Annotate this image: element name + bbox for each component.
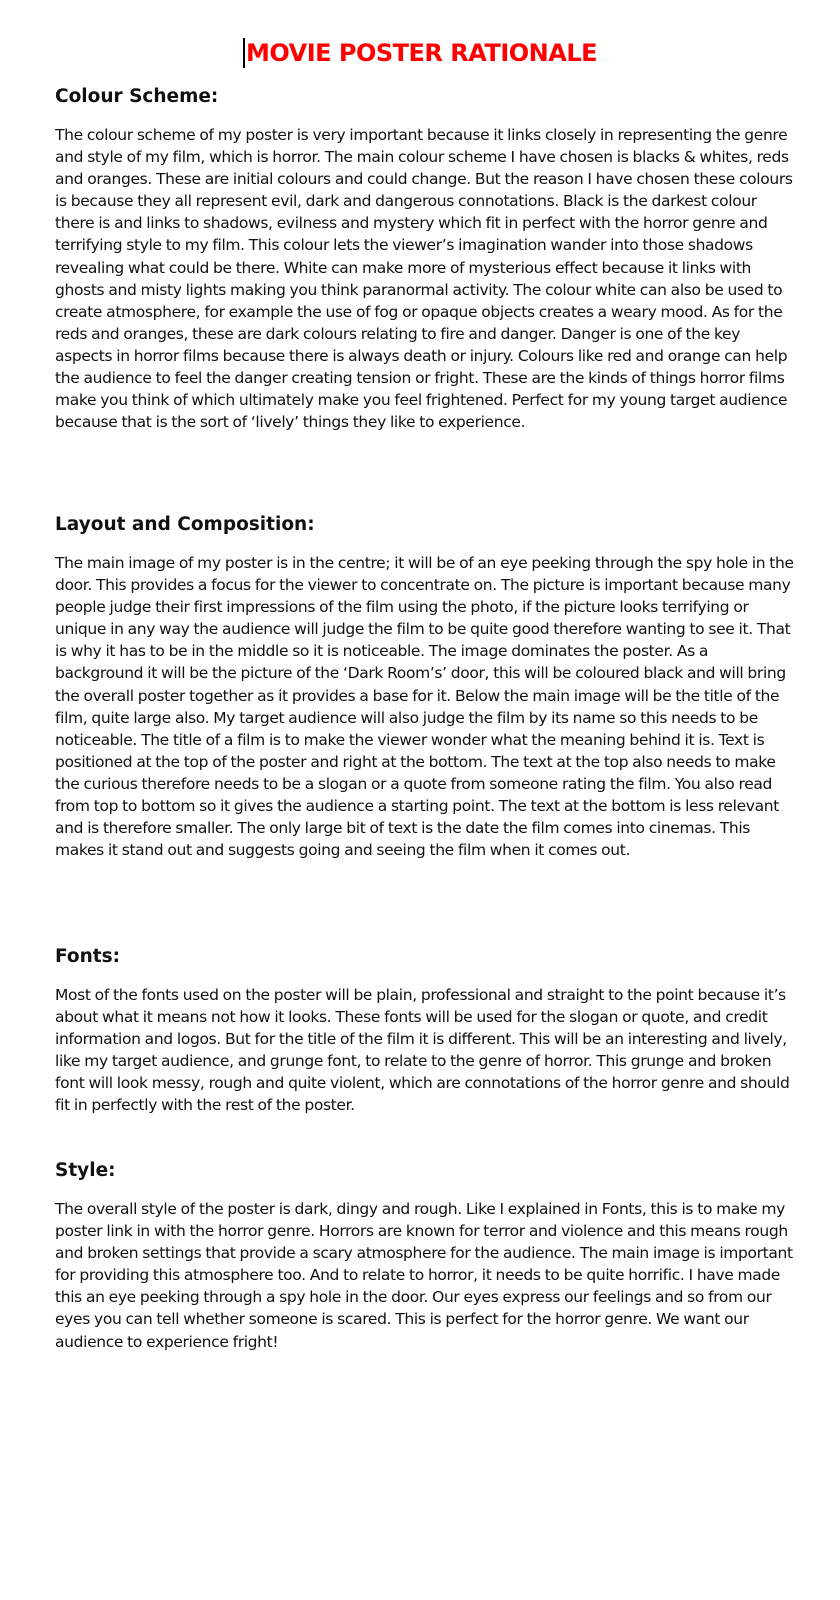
section-paragraph: The colour scheme of my poster is very important because it links closely in representing the genre and style of my film, which is horror. The main colour scheme I have chosen is blacks & whites, reds and oranges. These are initial colours and could change. But the reason I have chosen these colours is because they all represent evil, dark and dangerous connotations. Black is the darkest colour there is and links to shadows, evilness and mystery which fit in perfect with the horror genre and terrifying style to my film. This colour lets the viewer’s imagination wander into those shadows revealing what could be there. White can make more of mysterious effect because it links with ghosts and misty lights making you think paranormal activity. The colour white can also be used to create atmosphere, for example the use of fog or opaque objects creates a weary mood. As for the reds and oranges, these are dark colours relating to fire and danger. Danger is one of the key aspects in horror films because there is always death or injury. Colours like red and orange can help the audience to feel the danger creating tension or fright. These are the kinds of things horror films make you think of which ultimately make you feel frightened. Perfect for my young target audience because that is the sort of ‘lively’ things they like to experience. [55,126,793,432]
section-heading: Layout and Composition: [55,514,315,535]
section-paragraph: Most of the fonts used on the poster will be plain, professional and straight to the point because it’s about what it means not how it looks. These fonts will be used for the slogan or quote, and credit information and logos. But for the title of the film it is different. This will be an interesting and lively, like my target audience, and grunge font, to relate to the genre of horror. This grunge and broken font will look messy, rough and quite violent, which are connotations of the horror genre and should fit in perfectly with the rest of the poster. [55,986,790,1115]
section-heading: Fonts: [55,946,121,967]
section-colour-scheme [55,86,797,433]
section-paragraph: The overall style of the poster is dark, dingy and rough. Like I explained in Fonts, this is to make my poster link in with the horror genre. Horrors are known for terror and violence and this means rough and broken settings that provide a scary atmosphere for the audience. The main image is important for providing this atmosphere too. And to relate to horror, it needs to be quite horrific. I have made this an eye peeking through a spy hole in the door. Our eyes express our feelings and so from our eyes you can tell whether someone is scared. This is perfect for the horror genre. We want our audience to experience fright! [55,1200,793,1351]
document-title: MOVIE POSTER RATIONALE [245,38,597,67]
section-heading: Style: [55,1160,116,1181]
title-line [0,36,840,69]
text-cursor [243,38,245,68]
section-style [55,1160,797,1353]
section-heading: Colour Scheme: [55,86,219,107]
section-layout-composition [55,514,797,861]
section-fonts [55,946,797,1117]
section-paragraph: The main image of my poster is in the centre; it will be of an eye peeking through the spy hole in the door. This provides a focus for the viewer to concentrate on. The picture is important because many people judge their first impressions of the film using the photo, if the picture looks terrifying or unique in any way the audience will judge the film to be quite good therefore wanting to see it. That is why it has to be in the middle so it is noticeable. The image dominates the poster. As a background it will be the picture of the ‘Dark Room’s’ door, this will be coloured black and will bring the overall poster together as it provides a base for it. Below the main image will be the title of the film, quite large also. My target audience will also judge the film by its name so this needs to be noticeable. The title of a film is to make the viewer wonder what the meaning behind it is. Text is positioned at the top of the poster and right at the bottom. The text at the top also needs to make the curious therefore needs to be a slogan or a quote from someone rating the film. You also read from top to bottom so it gives the audience a starting point. The text at the bottom is less relevant and is therefore smaller. The only large bit of text is the date the film comes into cinemas. This makes it stand out and suggests going and seeing the film when it comes out. [55,554,794,860]
